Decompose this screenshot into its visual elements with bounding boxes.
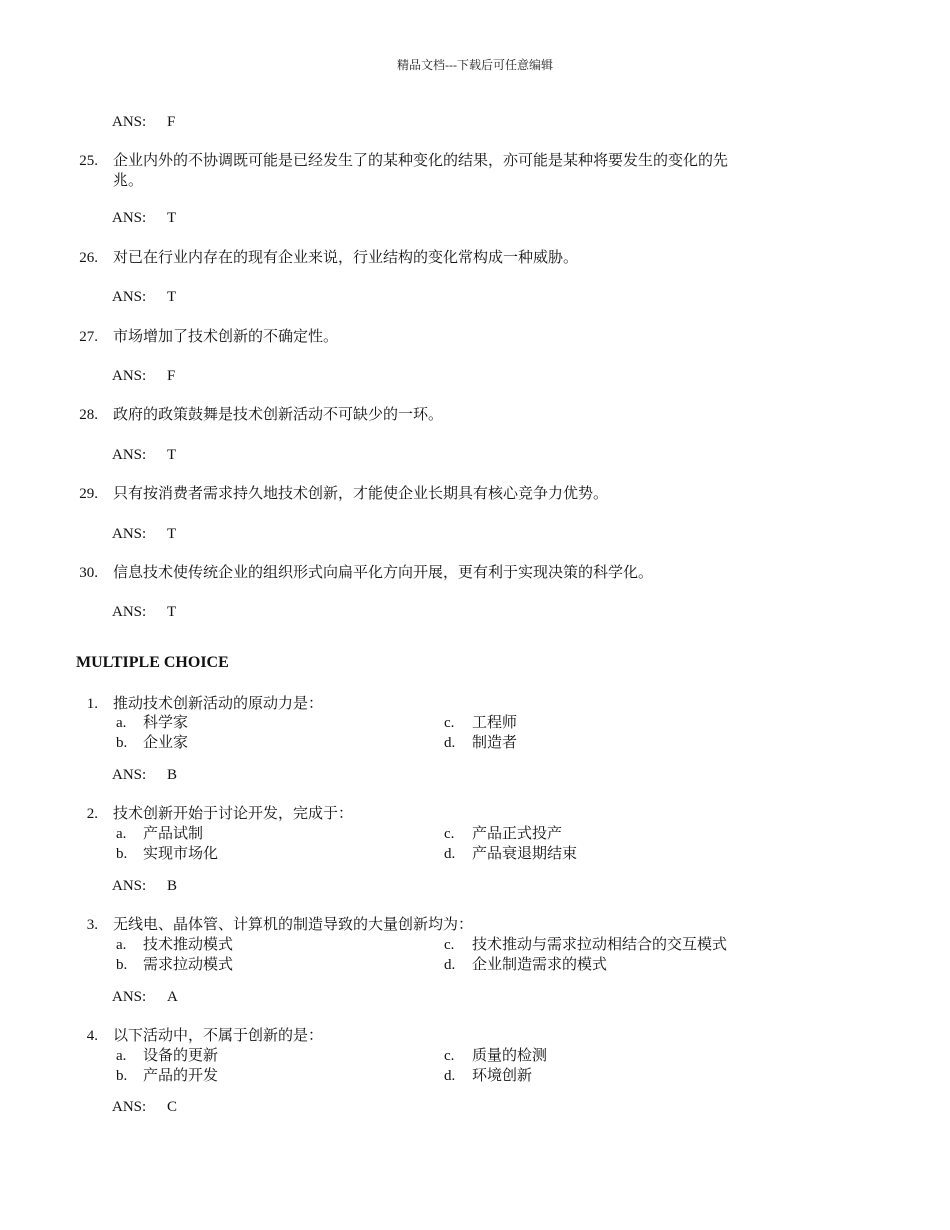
question-text: 企业内外的不协调既可能是已经发生了的某种变化的结果，亦可能是某种将要发生的变化的先兆。 <box>113 153 729 189</box>
option-text: 设备的更新 <box>143 1048 219 1064</box>
question-text: 只有按消费者需求持久地技术创新，才能使企业长期具有核心竞争力优势。 <box>113 486 609 502</box>
option-letter: d. <box>444 846 456 862</box>
option-text: 产品的开发 <box>143 1068 219 1084</box>
ans-value: B <box>167 878 178 894</box>
ans-label: ANS: <box>112 878 147 894</box>
question-text: 技术创新开始于讨论开发，完成于： <box>113 806 354 822</box>
ans-value: C <box>167 1099 178 1115</box>
option-letter: d. <box>444 957 456 973</box>
ans-label: ANS: <box>112 289 147 305</box>
section-title: MULTIPLE CHOICE <box>76 654 229 671</box>
question-text: 政府的政策鼓舞是技术创新活动不可缺少的一环。 <box>113 407 444 423</box>
option-text: 技术推动与需求拉动相结合的交互模式 <box>472 937 728 953</box>
question-number: 28. <box>79 407 98 423</box>
option-text: 产品正式投产 <box>472 826 563 842</box>
ans-label: ANS: <box>112 526 147 542</box>
option-letter: c. <box>444 715 455 731</box>
option-letter: c. <box>444 826 455 842</box>
question-number: 2. <box>86 806 98 822</box>
option-letter: b. <box>116 1068 128 1084</box>
option-text: 技术推动模式 <box>143 937 234 953</box>
ans-label: ANS: <box>112 1099 147 1115</box>
option-text: 科学家 <box>143 715 189 731</box>
ans-label: ANS: <box>112 767 147 783</box>
option-letter: b. <box>116 735 128 751</box>
option-letter: c. <box>444 1048 455 1064</box>
option-letter: a. <box>116 715 127 731</box>
option-letter: a. <box>116 937 127 953</box>
question-text: 推动技术创新活动的原动力是： <box>113 696 324 712</box>
ans-value: T <box>167 289 177 305</box>
option-text: 环境创新 <box>472 1068 533 1084</box>
ans-label: ANS: <box>112 604 147 620</box>
ans-label: ANS: <box>112 114 147 130</box>
question-number: 29. <box>79 486 98 502</box>
option-text: 制造者 <box>472 735 518 751</box>
ans-value: T <box>167 210 177 226</box>
question-number: 4. <box>86 1028 98 1044</box>
question-number: 25. <box>79 153 98 169</box>
option-letter: c. <box>444 937 455 953</box>
option-text: 产品试制 <box>143 826 204 842</box>
ans-value: F <box>167 114 176 130</box>
option-letter: b. <box>116 846 128 862</box>
ans-value: F <box>167 368 176 384</box>
ans-label: ANS: <box>112 989 147 1005</box>
ans-value: B <box>167 767 178 783</box>
question-number: 26. <box>79 250 98 266</box>
question-text: 以下活动中，不属于创新的是： <box>113 1028 324 1044</box>
page-header: 精品文档---下载后可任意编辑 <box>397 58 553 72</box>
option-letter: d. <box>444 735 456 751</box>
question-text: 信息技术使传统企业的组织形式向扁平化方向开展，更有利于实现决策的科学化。 <box>113 565 654 581</box>
option-text: 企业制造需求的模式 <box>472 957 608 973</box>
question-text: 市场增加了技术创新的不确定性。 <box>113 329 339 345</box>
ans-value: T <box>167 604 177 620</box>
option-text: 质量的检测 <box>472 1048 548 1064</box>
option-letter: d. <box>444 1068 456 1084</box>
question-text: 无线电、晶体管、计算机的制造导致的大量创新均为： <box>113 917 474 933</box>
option-text: 实现市场化 <box>143 846 219 862</box>
option-letter: a. <box>116 1048 127 1064</box>
question-number: 27. <box>79 329 98 345</box>
option-letter: b. <box>116 957 128 973</box>
question-number: 30. <box>79 565 98 581</box>
ans-label: ANS: <box>112 210 147 226</box>
option-text: 产品衰退期结束 <box>472 846 578 862</box>
ans-value: T <box>167 526 177 542</box>
ans-value: A <box>167 989 178 1005</box>
option-text: 企业家 <box>143 735 189 751</box>
question-text: 对已在行业内存在的现有企业来说，行业结构的变化常构成一种威胁。 <box>113 250 579 266</box>
ans-value: T <box>167 447 177 463</box>
option-text: 工程师 <box>472 715 518 731</box>
option-text: 需求拉动模式 <box>143 957 234 973</box>
ans-label: ANS: <box>112 368 147 384</box>
question-number: 3. <box>86 917 98 933</box>
option-letter: a. <box>116 826 127 842</box>
ans-label: ANS: <box>112 447 147 463</box>
question-number: 1. <box>86 696 98 712</box>
